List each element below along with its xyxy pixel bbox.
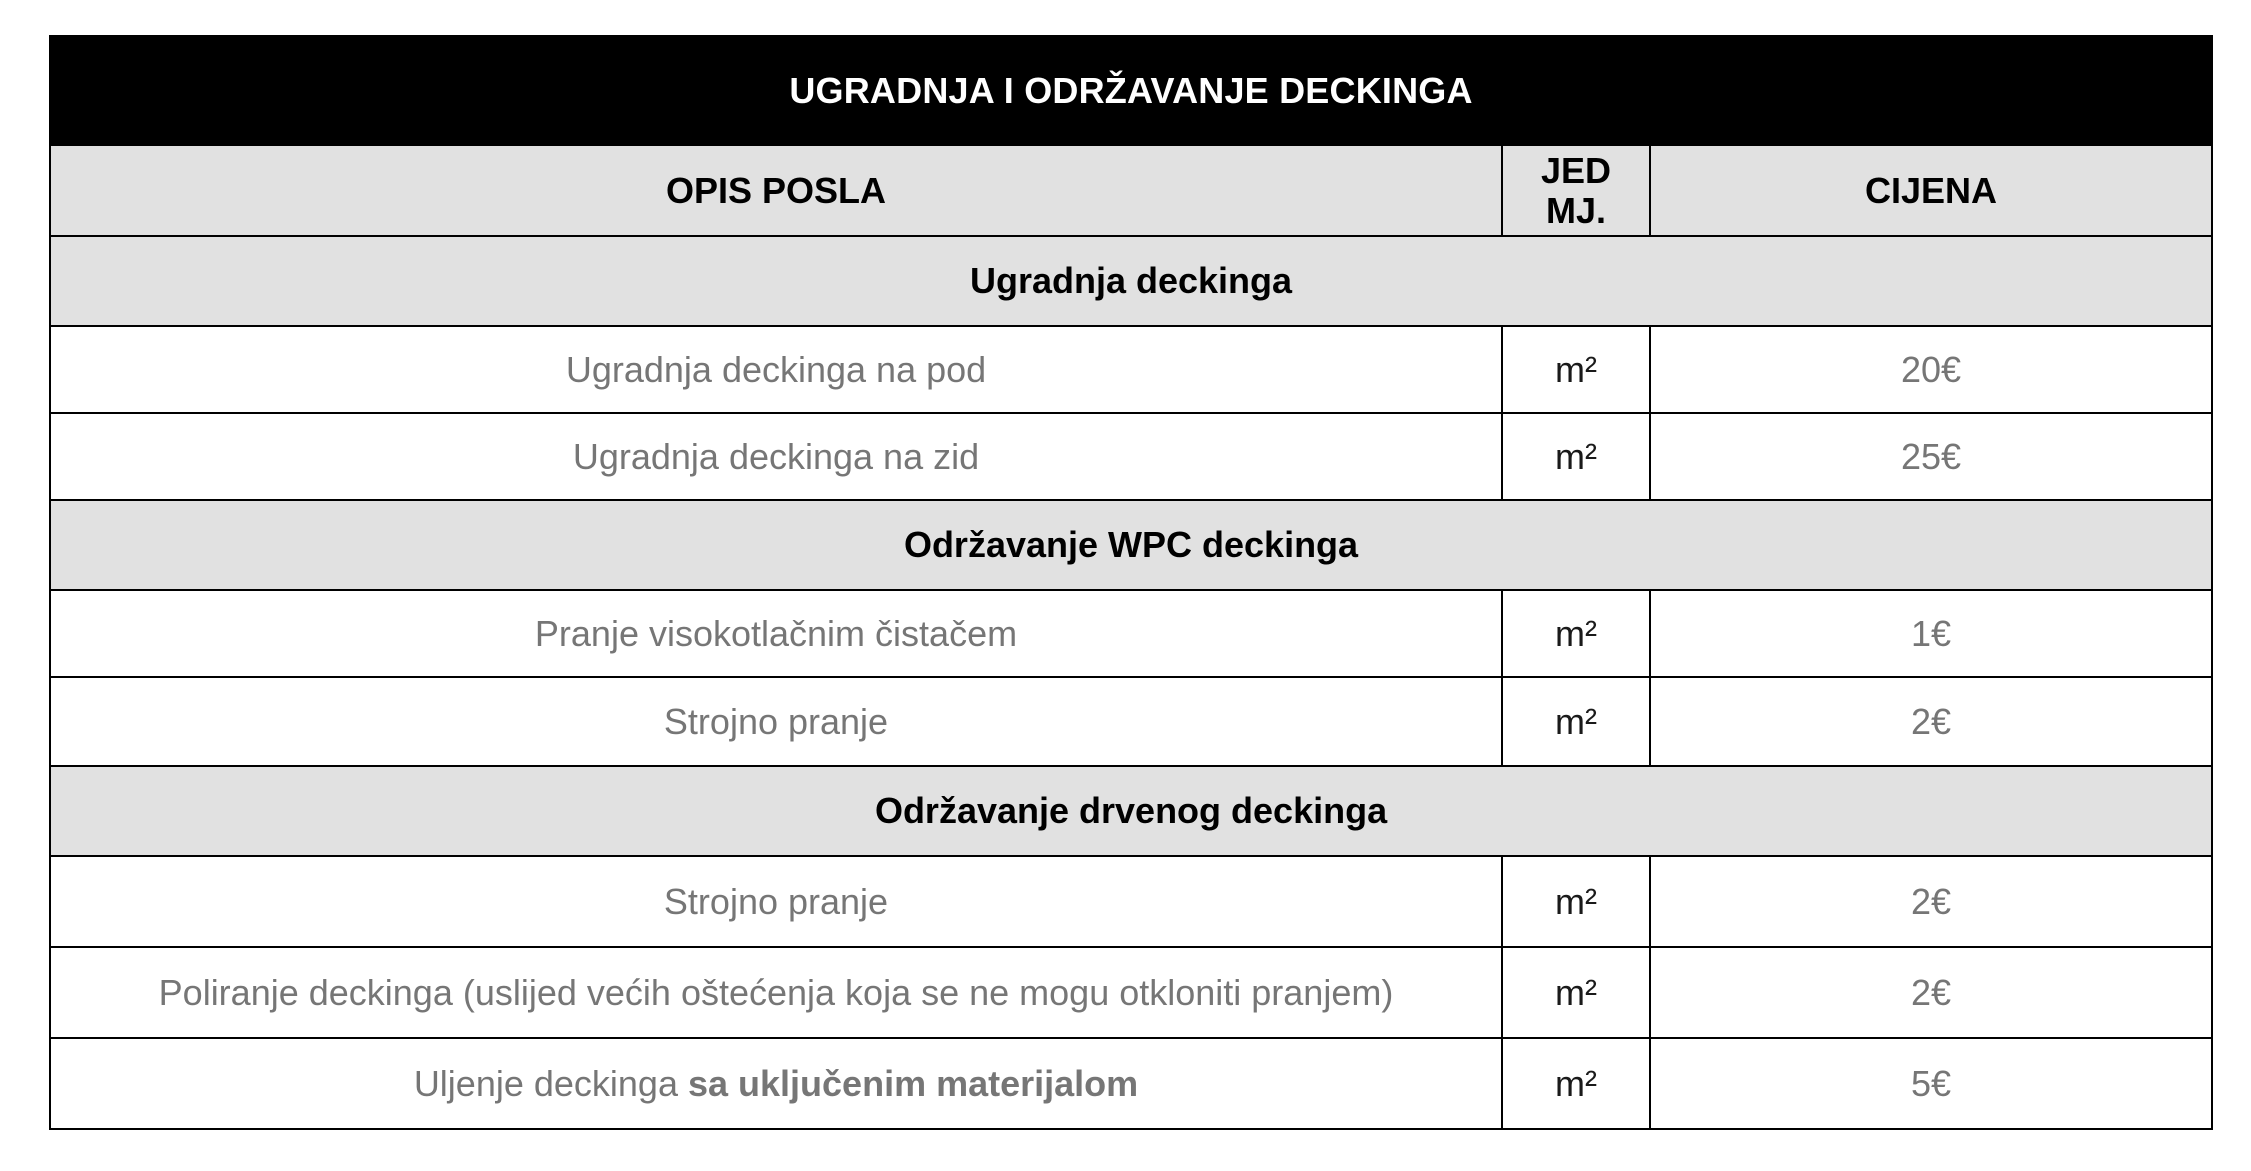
row-price: 25€: [1650, 413, 2212, 500]
section-title: Održavanje drvenog deckinga: [50, 766, 2212, 856]
table-row: [50, 856, 2212, 947]
header-description: OPIS POSLA: [50, 145, 1502, 236]
row-unit: m²: [1502, 947, 1650, 1038]
table-title-row: [50, 36, 2212, 145]
table-row: [50, 326, 2212, 413]
section-row: [50, 766, 2212, 856]
header-unit: JED MJ.: [1502, 145, 1650, 236]
row-description: Strojno pranje: [50, 856, 1502, 947]
header-price: CIJENA: [1650, 145, 2212, 236]
row-price: 2€: [1650, 677, 2212, 766]
row-unit: m²: [1502, 413, 1650, 500]
row-description: Ugradnja deckinga na pod: [50, 326, 1502, 413]
row-description: Ugradnja deckinga na zid: [50, 413, 1502, 500]
table-row: [50, 947, 2212, 1038]
row-description: Strojno pranje: [50, 677, 1502, 766]
row-description: Uljenje deckinga sa uključenim materijalom: [50, 1038, 1502, 1129]
row-description: Poliranje deckinga (uslijed većih oštećenja koja se ne mogu otkloniti pranjem): [50, 947, 1502, 1038]
row-price: 2€: [1650, 856, 2212, 947]
table-title: UGRADNJA I ODRŽAVANJE DECKINGA: [50, 36, 2212, 145]
row-description: Pranje visokotlačnim čistačem: [50, 590, 1502, 677]
table-row: [50, 413, 2212, 500]
row-unit: m²: [1502, 326, 1650, 413]
row-unit: m²: [1502, 1038, 1650, 1129]
section-title: Ugradnja deckinga: [50, 236, 2212, 326]
section-title: Održavanje WPC deckinga: [50, 500, 2212, 590]
row-price: 1€: [1650, 590, 2212, 677]
row-price: 2€: [1650, 947, 2212, 1038]
row-unit: m²: [1502, 590, 1650, 677]
table-row: [50, 1038, 2212, 1129]
row-price: 5€: [1650, 1038, 2212, 1129]
table-header-row: [50, 145, 2212, 236]
row-price: 20€: [1650, 326, 2212, 413]
price-table: [49, 35, 2213, 1130]
row-unit: m²: [1502, 856, 1650, 947]
section-row: [50, 500, 2212, 590]
table-row: [50, 590, 2212, 677]
row-unit: m²: [1502, 677, 1650, 766]
table-row: [50, 677, 2212, 766]
section-row: [50, 236, 2212, 326]
